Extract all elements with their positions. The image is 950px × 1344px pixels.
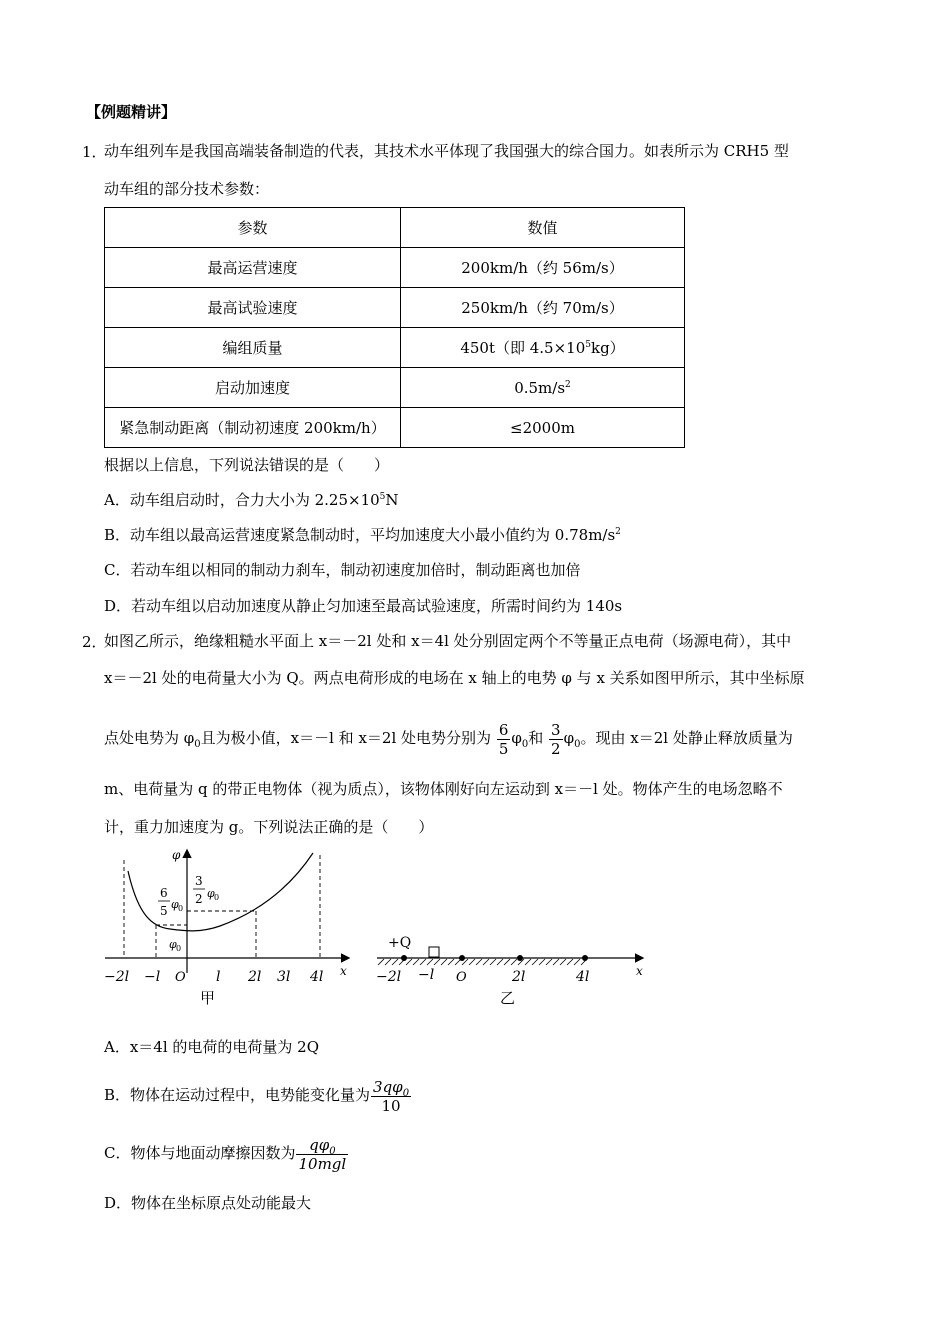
- tick-label: O: [175, 970, 186, 985]
- label-three: 3: [195, 874, 203, 888]
- x-axis-label: x: [636, 964, 643, 978]
- q2-line4: m、电荷量为 q 的带正电物体（视为质点），该物体刚好向左运动到 x＝－l 处。物体产生的电场忽略不: [104, 780, 783, 798]
- q1-stem-line2: 动车组的部分技术参数：: [104, 180, 270, 198]
- q1-option-a[interactable]: A．动车组启动时，合力大小为 $2.25\times 10^5N$: [104, 491, 399, 509]
- label-phi-a: φ: [171, 898, 179, 911]
- q2-line2: x＝－2l 处的电荷量大小为 Q。两点电荷形成的电场在 x 轴上的电势 φ 与 x 关系如图甲所示，其中坐标原: [104, 669, 805, 687]
- figure-yi-setup: [372, 925, 652, 1010]
- q2-option-d[interactable]: D．物体在坐标原点处动能最大: [104, 1194, 312, 1212]
- q1-option-c[interactable]: C．若动车组以相同的制动力刹车，制动初速度加倍时，制动距离也加倍: [104, 561, 581, 579]
- q1-stem-line1: 动车组列车是我国高端装备制造的代表，其技术水平体现了我国强大的综合国力。如表所示为 CRH5 型: [104, 142, 789, 160]
- q2-option-a[interactable]: A．x＝4l 的电荷的电荷量为 2Q: [104, 1038, 320, 1056]
- figure-caption-jia: 甲: [200, 989, 216, 1007]
- point-origin: [459, 955, 465, 961]
- ground-hatching: [378, 959, 587, 965]
- q1-question: 根据以上信息，下列说法错误的是（ ）: [104, 456, 390, 474]
- x-axis-label: x: [340, 964, 347, 978]
- fraction-six-fifths: $\frac{6}{5}$: [498, 720, 509, 758]
- q1-option-b[interactable]: B．动车组以最高运营速度紧急制动时，平均加速度大小最小值约为 $0.78m/s^2$: [104, 526, 621, 544]
- label-two: 2: [195, 892, 203, 906]
- label-sub-a: 0: [178, 904, 184, 913]
- table-row: [105, 328, 685, 368]
- q1-option-d[interactable]: D．若动车组以启动加速度从静止匀加速至最高试验速度，所需时间约为 140s: [104, 597, 623, 615]
- table-header-param: 参数: [105, 208, 401, 248]
- tick-label: l: [216, 969, 221, 985]
- tick-label: O: [456, 970, 467, 985]
- table-cell: 启动加速度: [105, 368, 401, 408]
- tick-label: 3l: [277, 969, 291, 985]
- tick-label: 2l: [512, 969, 526, 985]
- potential-curve: [128, 853, 313, 931]
- q2-line3: 点处电势为 $\varphi_0$且为极小值，x＝－l 和 x＝2l 处电势分别为 $\frac{6}{5}$ $\varphi_0$和 $\frac{3}{2}$ $\varphi_0$。现由 x＝2l 处静止释放质量为: [104, 720, 793, 758]
- tick-label: 2l: [248, 969, 262, 985]
- table-cell: 编组质量: [105, 328, 401, 368]
- table-cell: 最高试验速度: [105, 288, 401, 328]
- table-row: [105, 408, 685, 448]
- figure-caption-yi: 乙: [500, 989, 516, 1007]
- table-row: [105, 288, 685, 328]
- tick-label: −2l: [376, 969, 402, 985]
- tick-label: 4l: [576, 969, 590, 985]
- table-cell: 450t（即 $4.5\times 10^5kg$）: [401, 328, 685, 368]
- q2-option-c[interactable]: C．物体与地面动摩擦因数为 $\frac{q\varphi_0}{\text{10mgl}}$: [104, 1135, 347, 1173]
- table-row: [105, 248, 685, 288]
- label-sub-b: 0: [214, 893, 220, 902]
- label-five: 5: [160, 904, 168, 918]
- q2-option-b[interactable]: B．物体在运动过程中，电势能变化量为 $\frac{3q\varphi_0}{10}$: [104, 1077, 410, 1115]
- q2-line1: 如图乙所示，绝缘粗糙水平面上 x＝－2l 处和 x＝4l 处分别固定两个不等量正点电荷（场源电荷），其中: [104, 632, 792, 650]
- table-cell: 紧急制动距离（制动初速度 200km/h）: [105, 408, 401, 448]
- point-2l: [517, 955, 523, 961]
- section-title: 【例题精讲】: [86, 103, 177, 121]
- q1-number: 1．: [82, 143, 107, 161]
- tick-label: −l: [144, 969, 161, 985]
- fraction-c: $\frac{q\varphi_0}{\text{10mgl}}$: [298, 1135, 347, 1173]
- object-block: [429, 947, 439, 957]
- charge-label-plus-q: +Q: [388, 935, 412, 951]
- table-cell: 250km/h（约 70m/s）: [401, 288, 685, 328]
- table-header-row: [105, 208, 685, 248]
- label-six: 6: [160, 886, 168, 900]
- table-header-value: 数值: [401, 208, 685, 248]
- charge-minus-2l: [401, 955, 407, 961]
- charge-4l: [582, 955, 588, 961]
- fraction-three-halves: $\frac{3}{2}$: [551, 720, 561, 758]
- table-cell: ≤2000m: [401, 408, 685, 448]
- table-cell: $0.5m/s^2$: [401, 368, 685, 408]
- tick-label: −l: [418, 967, 435, 983]
- label-sub-min: 0: [176, 944, 182, 953]
- table-row: [105, 368, 685, 408]
- table-cell: 最高运营速度: [105, 248, 401, 288]
- label-phi-min: φ: [169, 938, 177, 951]
- q2-line5: 计，重力加速度为 g。下列说法正确的是（ ）: [104, 818, 434, 836]
- label-phi-b: φ: [207, 887, 215, 900]
- tick-label: −2l: [104, 969, 130, 985]
- parameter-table: [104, 207, 685, 448]
- figure-jia-potential-graph: [100, 845, 360, 1010]
- fraction-b: $\frac{3q\varphi_0}{10}$: [373, 1077, 410, 1115]
- q2-number: 2．: [82, 633, 107, 651]
- table-cell: 200km/h（约 56m/s）: [401, 248, 685, 288]
- tick-label: 4l: [310, 969, 324, 985]
- phi-axis-label: φ: [172, 848, 181, 862]
